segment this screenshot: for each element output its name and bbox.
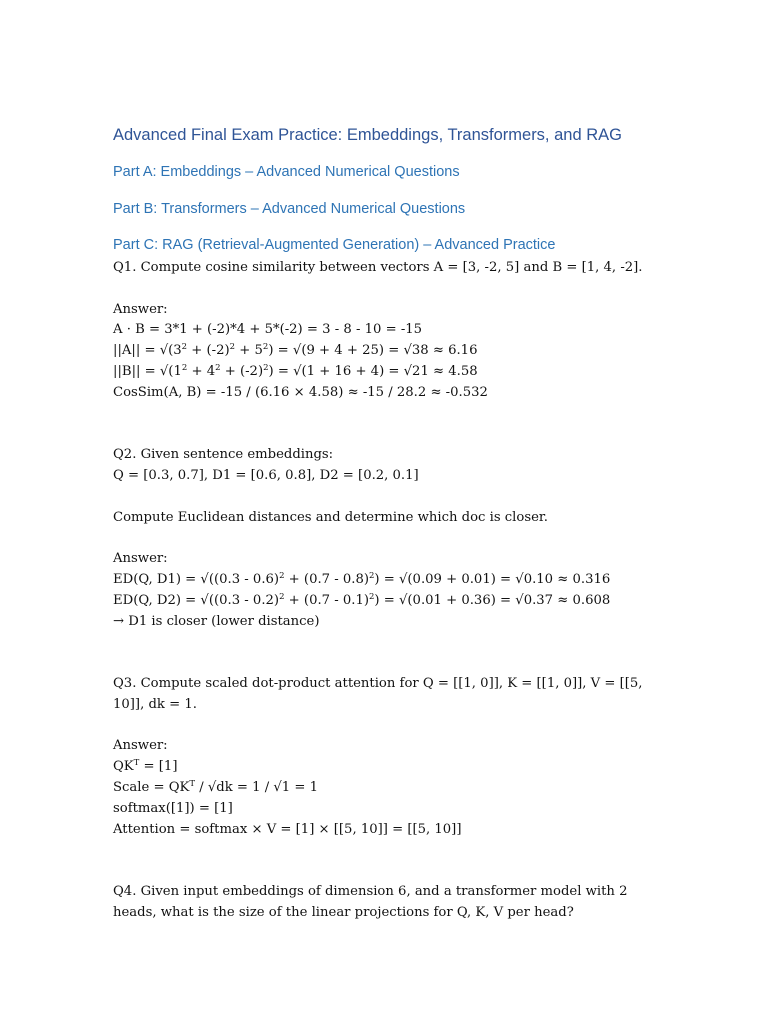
- q3-qk-transpose: [113, 757, 673, 778]
- text-segment: ED(Q, D1) = √((0.3 - 0.6): [113, 571, 280, 587]
- spacer: [113, 632, 673, 653]
- text-segment: Scale = QK: [113, 779, 190, 795]
- q3-answer-label: Answer:: [113, 738, 168, 754]
- spacer: [113, 404, 673, 425]
- text-segment: / √dk = 1 / √1 = 1: [195, 779, 319, 795]
- text-segment: ) = √(0.01 + 0.36) = √0.37 ≈ 0.608: [374, 592, 611, 608]
- q2-conclusion: → D1 is closer (lower distance): [113, 613, 320, 629]
- q1-answer-label: Answer:: [113, 301, 168, 317]
- heading-part-a: Part A: Embeddings – Advanced Numerical Questions: [113, 164, 460, 180]
- superscript: 2: [279, 591, 285, 602]
- q2-vectors: Q = [0.3, 0.7], D1 = [0.6, 0.8], D2 = [0.2, 0.1]: [113, 467, 419, 483]
- q1-norm-a: [113, 341, 673, 362]
- q3-scale: [113, 778, 673, 799]
- spacer: [113, 840, 673, 861]
- superscript: T: [189, 778, 196, 789]
- spacer: [113, 653, 673, 674]
- text-segment: + (0.7 - 0.1): [284, 592, 369, 608]
- q4-question: Q4. Given input embeddings of dimension 6, and a transformer model with 2 heads, what is the size of the linear projections for Q, K, V per head?: [113, 883, 628, 920]
- spacer: [113, 716, 673, 737]
- document-title: Advanced Final Exam Practice: Embeddings, Transformers, and RAG: [113, 126, 622, 144]
- heading-part-c: Part C: RAG (Retrieval-Augmented Generation) – Advanced Practice: [113, 237, 556, 253]
- spacer: [113, 279, 673, 300]
- q3-attention-result: Attention = softmax × V = [1] × [[5, 10]] = [[5, 10]]: [113, 821, 462, 837]
- superscript: 2: [262, 342, 269, 353]
- text-segment: ||B|| = √(1: [113, 363, 182, 379]
- superscript: 2: [181, 362, 188, 373]
- q3-softmax: softmax([1]) = [1]: [113, 800, 233, 816]
- text-segment: ||A|| = √(3: [113, 343, 182, 359]
- spacer: [113, 487, 673, 508]
- text-segment: QK: [113, 759, 134, 775]
- text-segment: = [1]: [139, 759, 178, 775]
- superscript: 2: [279, 570, 285, 581]
- text-segment: ED(Q, D2) = √((0.3 - 0.2): [113, 592, 280, 608]
- text-segment: + (-2): [220, 363, 264, 379]
- q2-distance-d1: [113, 570, 673, 591]
- q3-question: Q3. Compute scaled dot-product attention for Q = [[1, 0]], K = [[1, 0]], V = [[5, 10]], dk = 1.: [113, 675, 643, 712]
- superscript: 2: [369, 570, 375, 581]
- q1-question: Q1. Compute cosine similarity between vectors A = [3, -2, 5] and B = [1, 4, -2].: [113, 260, 643, 275]
- text-segment: ) = √(1 + 16 + 4) = √21 ≈ 4.58: [268, 363, 478, 379]
- superscript: 2: [181, 342, 188, 353]
- superscript: 2: [215, 362, 221, 373]
- q1-cosine-result: CosSim(A, B) = -15 / (6.16 × 4.58) ≈ -15 / 28.2 ≈ -0.532: [113, 384, 488, 400]
- q2-distance-d2: [113, 591, 673, 612]
- spacer: [113, 528, 673, 549]
- text-segment: ) = √(9 + 4 + 25) = √38 ≈ 6.16: [268, 343, 478, 359]
- superscript: 2: [229, 342, 236, 353]
- heading-part-b: Part B: Transformers – Advanced Numerical Questions: [113, 201, 466, 217]
- q2-answer-label: Answer:: [113, 551, 168, 567]
- document-body: [113, 258, 673, 924]
- superscript: 2: [263, 362, 269, 373]
- text-segment: + 4: [187, 363, 216, 379]
- spacer: [113, 424, 673, 445]
- text-segment: + 5: [235, 343, 263, 359]
- text-segment: + (-2): [187, 343, 230, 359]
- q1-norm-b: [113, 362, 673, 383]
- superscript: 2: [369, 591, 375, 602]
- q1-dot-product: A · B = 3*1 + (-2)*4 + 5*(-2) = 3 - 8 - 10 = -15: [113, 322, 423, 338]
- q2-task: Compute Euclidean distances and determine which doc is closer.: [113, 509, 548, 525]
- spacer: [113, 861, 673, 882]
- q2-question: Q2. Given sentence embeddings:: [113, 447, 334, 463]
- text-segment: ) = √(0.09 + 0.01) = √0.10 ≈ 0.316: [374, 571, 611, 587]
- superscript: T: [133, 758, 140, 769]
- text-segment: + (0.7 - 0.8): [284, 571, 369, 587]
